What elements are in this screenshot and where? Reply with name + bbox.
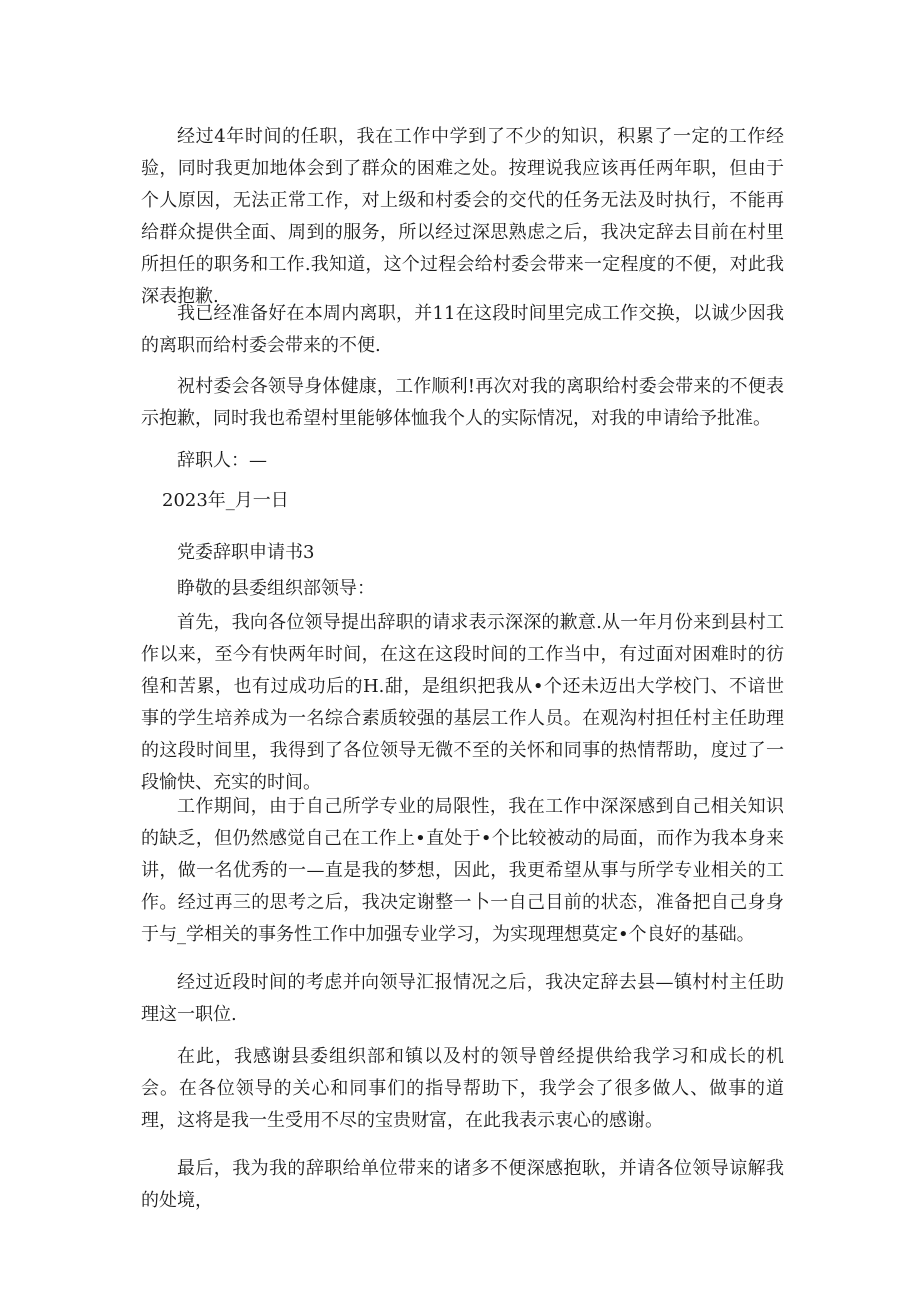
body-paragraph-apology: 首先，我向各位领导提出辞职的请求表示深深的歉意.从一年月份来到县村工作以来，至今有快两年时间，在这在这段时间的工作当中，有过面对困难时的彷徨和苦累，也有过成功后的H.甜，是组织把我从•个还未迈出大学校门、不谙世事的学生培养成为一名综合素质较强的基层工作人员。在观沟村担任村主任助理的这段时间里，我得到了各位领导无微不至的关怀和同事的热情帮助，度过了一段愉快、充实的时间。: [141, 612, 784, 793]
body-paragraph-gratitude: 在此，我感谢县委组织部和镇以及村的领导曾经提供给我学习和成长的机会。在各位领导的关心和同事们的指导帮助下，我学会了很多做人、做事的道理，这将是我一生受用不尽的宝贵财富，在此我表示衷心的感谢。: [141, 1046, 784, 1131]
date-line: 2023年_月一日: [162, 490, 289, 511]
paragraph-departure-plan: 我已经准备好在本周内离职，并11在这段时间里完成工作交换，以诚少因我的离职而给村委会带来的不便.: [141, 303, 784, 356]
signature-line: 辞职人：—: [177, 450, 267, 471]
letter-title: 党委辞职申请书3: [177, 542, 315, 563]
paragraph-closing-wishes: 祝村委会各领导身体健康，工作顺利!再次对我的离职给村委会带来的不便表示抱歉，同时我也希望村里能够体恤我个人的实际情况，对我的申请给予批准。: [141, 376, 784, 429]
paragraph-service-summary: 经过4年时间的任职，我在工作中学到了不少的知识，积累了一定的工作经验，同时我更加地体会到了群众的困难之处。按理说我应该再任两年职，但由于个人原因，无法正常工作，对上级和村委会的交代的任务无法及时执行，不能再给群众提供全面、周到的服务，所以经过深思熟虑之后，我决定辞去目前在村里所担任的职务和工作.我知道，这个过程会给村委会带来一定程度的不便，对此我深表抱歉.: [141, 126, 784, 307]
body-paragraph-reasons: 工作期间，由于自己所学专业的局限性，我在工作中深深感到自己相关知识的缺乏，但仍然感觉自己在工作上•直处于•个比较被动的局面，而作为我本身来讲，做一名优秀的一—直是我的梦想，因此，我更希望从事与所学专业相关的工作。经过再三的思考之后，我决定谢整一卜一自己目前的状态，准备把自己身身于与_学相关的事务性工作中加强专业学习，为实现理想莫定•个良好的基础。: [141, 796, 784, 945]
body-paragraph-final: 最后，我为我的辞职给单位带来的诸多不便深感抱耿，并请各位领导谅解我的处境，: [141, 1158, 784, 1211]
body-paragraph-decision: 经过近段时间的考虑并向领导汇报情况之后，我决定辞去县—镇村村主任助理这一职位.: [141, 972, 784, 1025]
salutation: 睁敬的县委组织部领导：: [177, 578, 375, 599]
